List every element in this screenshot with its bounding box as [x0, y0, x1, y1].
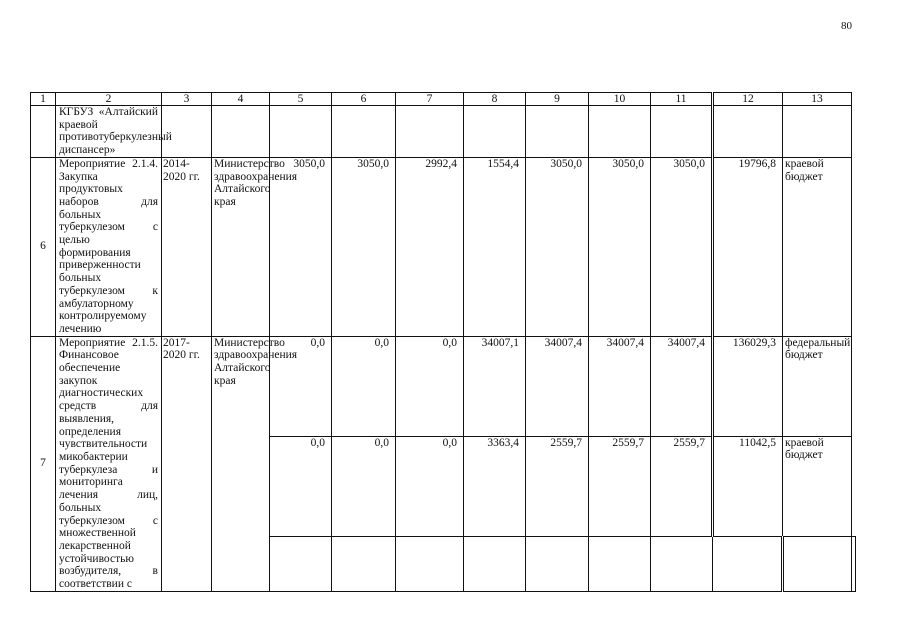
total-cell: 11042,5	[713, 436, 783, 536]
value-cell: 3050,0	[332, 157, 396, 336]
table-row	[31, 336, 856, 436]
institution-name: КГБУЗ «Алтайский краевой противотуберкулезный диспансер»	[56, 106, 162, 158]
header-cell: 5	[270, 93, 332, 106]
value-cell: 34007,4	[526, 336, 589, 436]
value-cell: 0,0	[332, 336, 396, 436]
value-cell: 2992,4	[396, 157, 464, 336]
value-cell: 3050,0	[270, 157, 332, 336]
budget-table	[30, 92, 856, 592]
value-cell: 3363,4	[464, 436, 526, 536]
value-cell: 0,0	[332, 436, 396, 536]
measure-name: Мероприятие 2.1.4. Закупка продуктовых наборов для больных туберкулезом с целью формирования приверженности больных туберкулезом к амбулаторному контролируемому лечению	[56, 157, 162, 336]
header-cell: 10	[589, 93, 651, 106]
funding-source: краевой бюджет	[783, 157, 852, 336]
table-row	[31, 157, 856, 336]
row-number: 7	[31, 336, 56, 591]
value-cell: 3050,0	[651, 157, 713, 336]
header-cell: 4	[212, 93, 270, 106]
value-cell: 34007,1	[464, 336, 526, 436]
header-cell: 3	[162, 93, 212, 106]
value-cell: 2559,7	[526, 436, 589, 536]
funding-source: федеральный бюджет	[783, 336, 852, 436]
value-cell: 3050,0	[526, 157, 589, 336]
measure-name: Мероприятие 2.1.5. Финансовое обеспечение закупок диагностических средств для выявления, определения чувствительности микобактерии туберкулеза и мониторинга лечения лиц, больных туберкулезом с множественной лекарственной устойчивостью возбудителя, в соответствии с	[56, 336, 162, 591]
value-cell: 0,0	[396, 436, 464, 536]
executor: Министерство здравоохранения Алтайского края	[212, 336, 270, 591]
header-cell: 7	[396, 93, 464, 106]
period: 2017-2020 гг.	[162, 336, 212, 591]
value-cell: 3050,0	[589, 157, 651, 336]
total-cell: 19796,8	[713, 157, 783, 336]
header-cell: 12	[713, 93, 783, 106]
header-cell: 8	[464, 93, 526, 106]
value-cell: 0,0	[270, 436, 332, 536]
value-cell: 2559,7	[651, 436, 713, 536]
row-number: 6	[31, 157, 56, 336]
value-cell: 2559,7	[589, 436, 651, 536]
funding-source: краевой бюджет	[783, 436, 852, 536]
value-cell: 1554,4	[464, 157, 526, 336]
total-cell: 136029,3	[713, 336, 783, 436]
period: 2014-2020 гг.	[162, 157, 212, 336]
header-cell: 13	[783, 93, 852, 106]
header-cell: 11	[651, 93, 713, 106]
header-row	[31, 93, 856, 106]
header-cell: 2	[56, 93, 162, 106]
header-cell: 9	[526, 93, 589, 106]
table-row	[31, 106, 856, 158]
value-cell: 34007,4	[589, 336, 651, 436]
value-cell: 34007,4	[651, 336, 713, 436]
header-cell: 1	[31, 93, 56, 106]
value-cell: 0,0	[270, 336, 332, 436]
page-number: 80	[841, 20, 852, 32]
value-cell: 0,0	[396, 336, 464, 436]
executor: Министерство здравоохранения Алтайского края	[212, 157, 270, 336]
header-cell: 6	[332, 93, 396, 106]
